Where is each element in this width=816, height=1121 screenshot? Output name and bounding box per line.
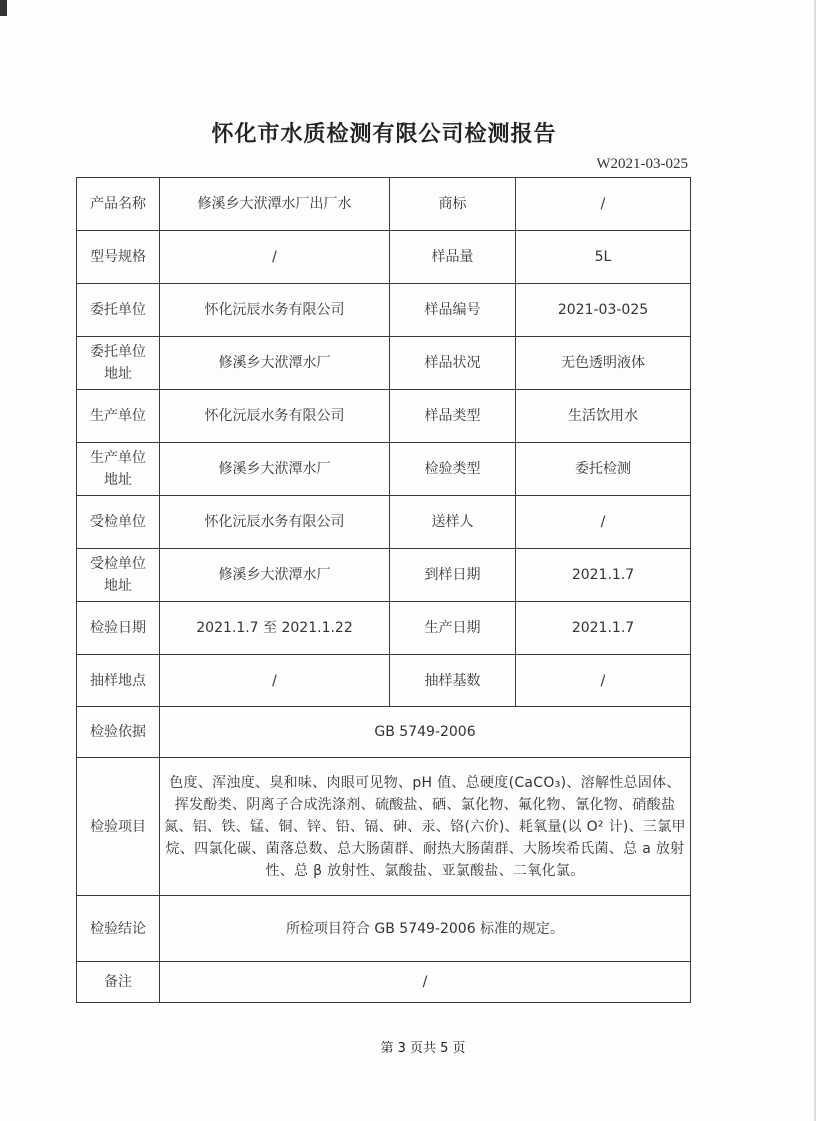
table-row [77,337,691,390]
field-label: 样品编号 [390,284,516,337]
field-value: 2021-03-025 [516,284,691,337]
table-row-basis [77,707,691,758]
field-label: 检验类型 [390,443,516,496]
field-label: 生产单位 地址 [77,443,160,496]
report-table [76,177,691,1003]
field-label: 抽样地点 [77,655,160,707]
field-label: 到样日期 [390,549,516,602]
field-value: 生活饮用水 [516,390,691,443]
field-value: 无色透明液体 [516,337,691,390]
table-row [77,443,691,496]
field-label: 委托单位 [77,284,160,337]
field-value: 委托检测 [516,443,691,496]
field-value: 怀化沅辰水务有限公司 [160,390,390,443]
remark-value: / [160,962,691,1003]
report-title: 怀化市水质检测有限公司检测报告 [211,121,557,147]
table-row [77,549,691,602]
field-value: 2021.1.7 [516,549,691,602]
field-value: / [516,178,691,231]
field-label: 受检单位 [77,496,160,549]
field-label: 生产单位 [77,390,160,443]
field-label: 受检单位 地址 [77,549,160,602]
table-row [77,390,691,443]
field-label: 样品量 [390,231,516,284]
table-row-items [77,758,691,896]
report-number: W2021-03-025 [596,156,688,172]
page-footer: 第 3 页共 5 页 [380,1041,466,1056]
field-value: / [516,496,691,549]
field-value: 修溪乡大洑潭水厂 [160,443,390,496]
field-value: 怀化沅辰水务有限公司 [160,284,390,337]
field-label: 送样人 [390,496,516,549]
table-row [77,178,691,231]
field-value: 修溪乡大洑潭水厂出厂水 [160,178,390,231]
table-row-conclusion [77,896,691,962]
table-row [77,602,691,655]
table-row-remark [77,962,691,1003]
field-label: 样品状况 [390,337,516,390]
field-label: 委托单位 地址 [77,337,160,390]
field-value: 修溪乡大洑潭水厂 [160,549,390,602]
field-value: 5L [516,231,691,284]
report-table-body [77,178,691,707]
field-value: 修溪乡大洑潭水厂 [160,337,390,390]
field-value: 2021.1.7 [516,602,691,655]
field-label: 产品名称 [77,178,160,231]
field-label: 商标 [390,178,516,231]
field-value: 2021.1.7 至 2021.1.22 [160,602,390,655]
scan-corner-mark [0,0,7,16]
field-value: 怀化沅辰水务有限公司 [160,496,390,549]
basis-label: 检验依据 [77,707,160,758]
field-label: 检验日期 [77,602,160,655]
remark-label: 备注 [77,962,160,1003]
field-value: / [160,655,390,707]
table-row [77,231,691,284]
items-value: 色度、浑浊度、臭和味、肉眼可见物、pH 值、总硬度(CaCO₃)、溶解性总固体、挥发酚类、阴离子合成洗涤剂、硫酸盐、硒、氯化物、氟化物、氰化物、硝酸盐氮、铝、铁、锰、铜、锌、铅、镉、砷、汞、铬(六价)、耗氧量(以 O² 计)、三氯甲烷、四氯化碳、菌落总数、总大肠菌群、耐热大肠菌群、大肠埃希氏菌、总 a 放射性、总 β 放射性、氯酸盐、亚氯酸盐、二氧化氯。 [160,758,691,896]
conclusion-label: 检验结论 [77,896,160,962]
items-label: 检验项目 [77,758,160,896]
table-row [77,496,691,549]
field-value: / [516,655,691,707]
basis-value: GB 5749-2006 [160,707,691,758]
conclusion-value: 所检项目符合 GB 5749-2006 标准的规定。 [160,896,691,962]
field-value: / [160,231,390,284]
field-label: 生产日期 [390,602,516,655]
field-label: 型号规格 [77,231,160,284]
table-row [77,655,691,707]
field-label: 抽样基数 [390,655,516,707]
table-row [77,284,691,337]
field-label: 样品类型 [390,390,516,443]
